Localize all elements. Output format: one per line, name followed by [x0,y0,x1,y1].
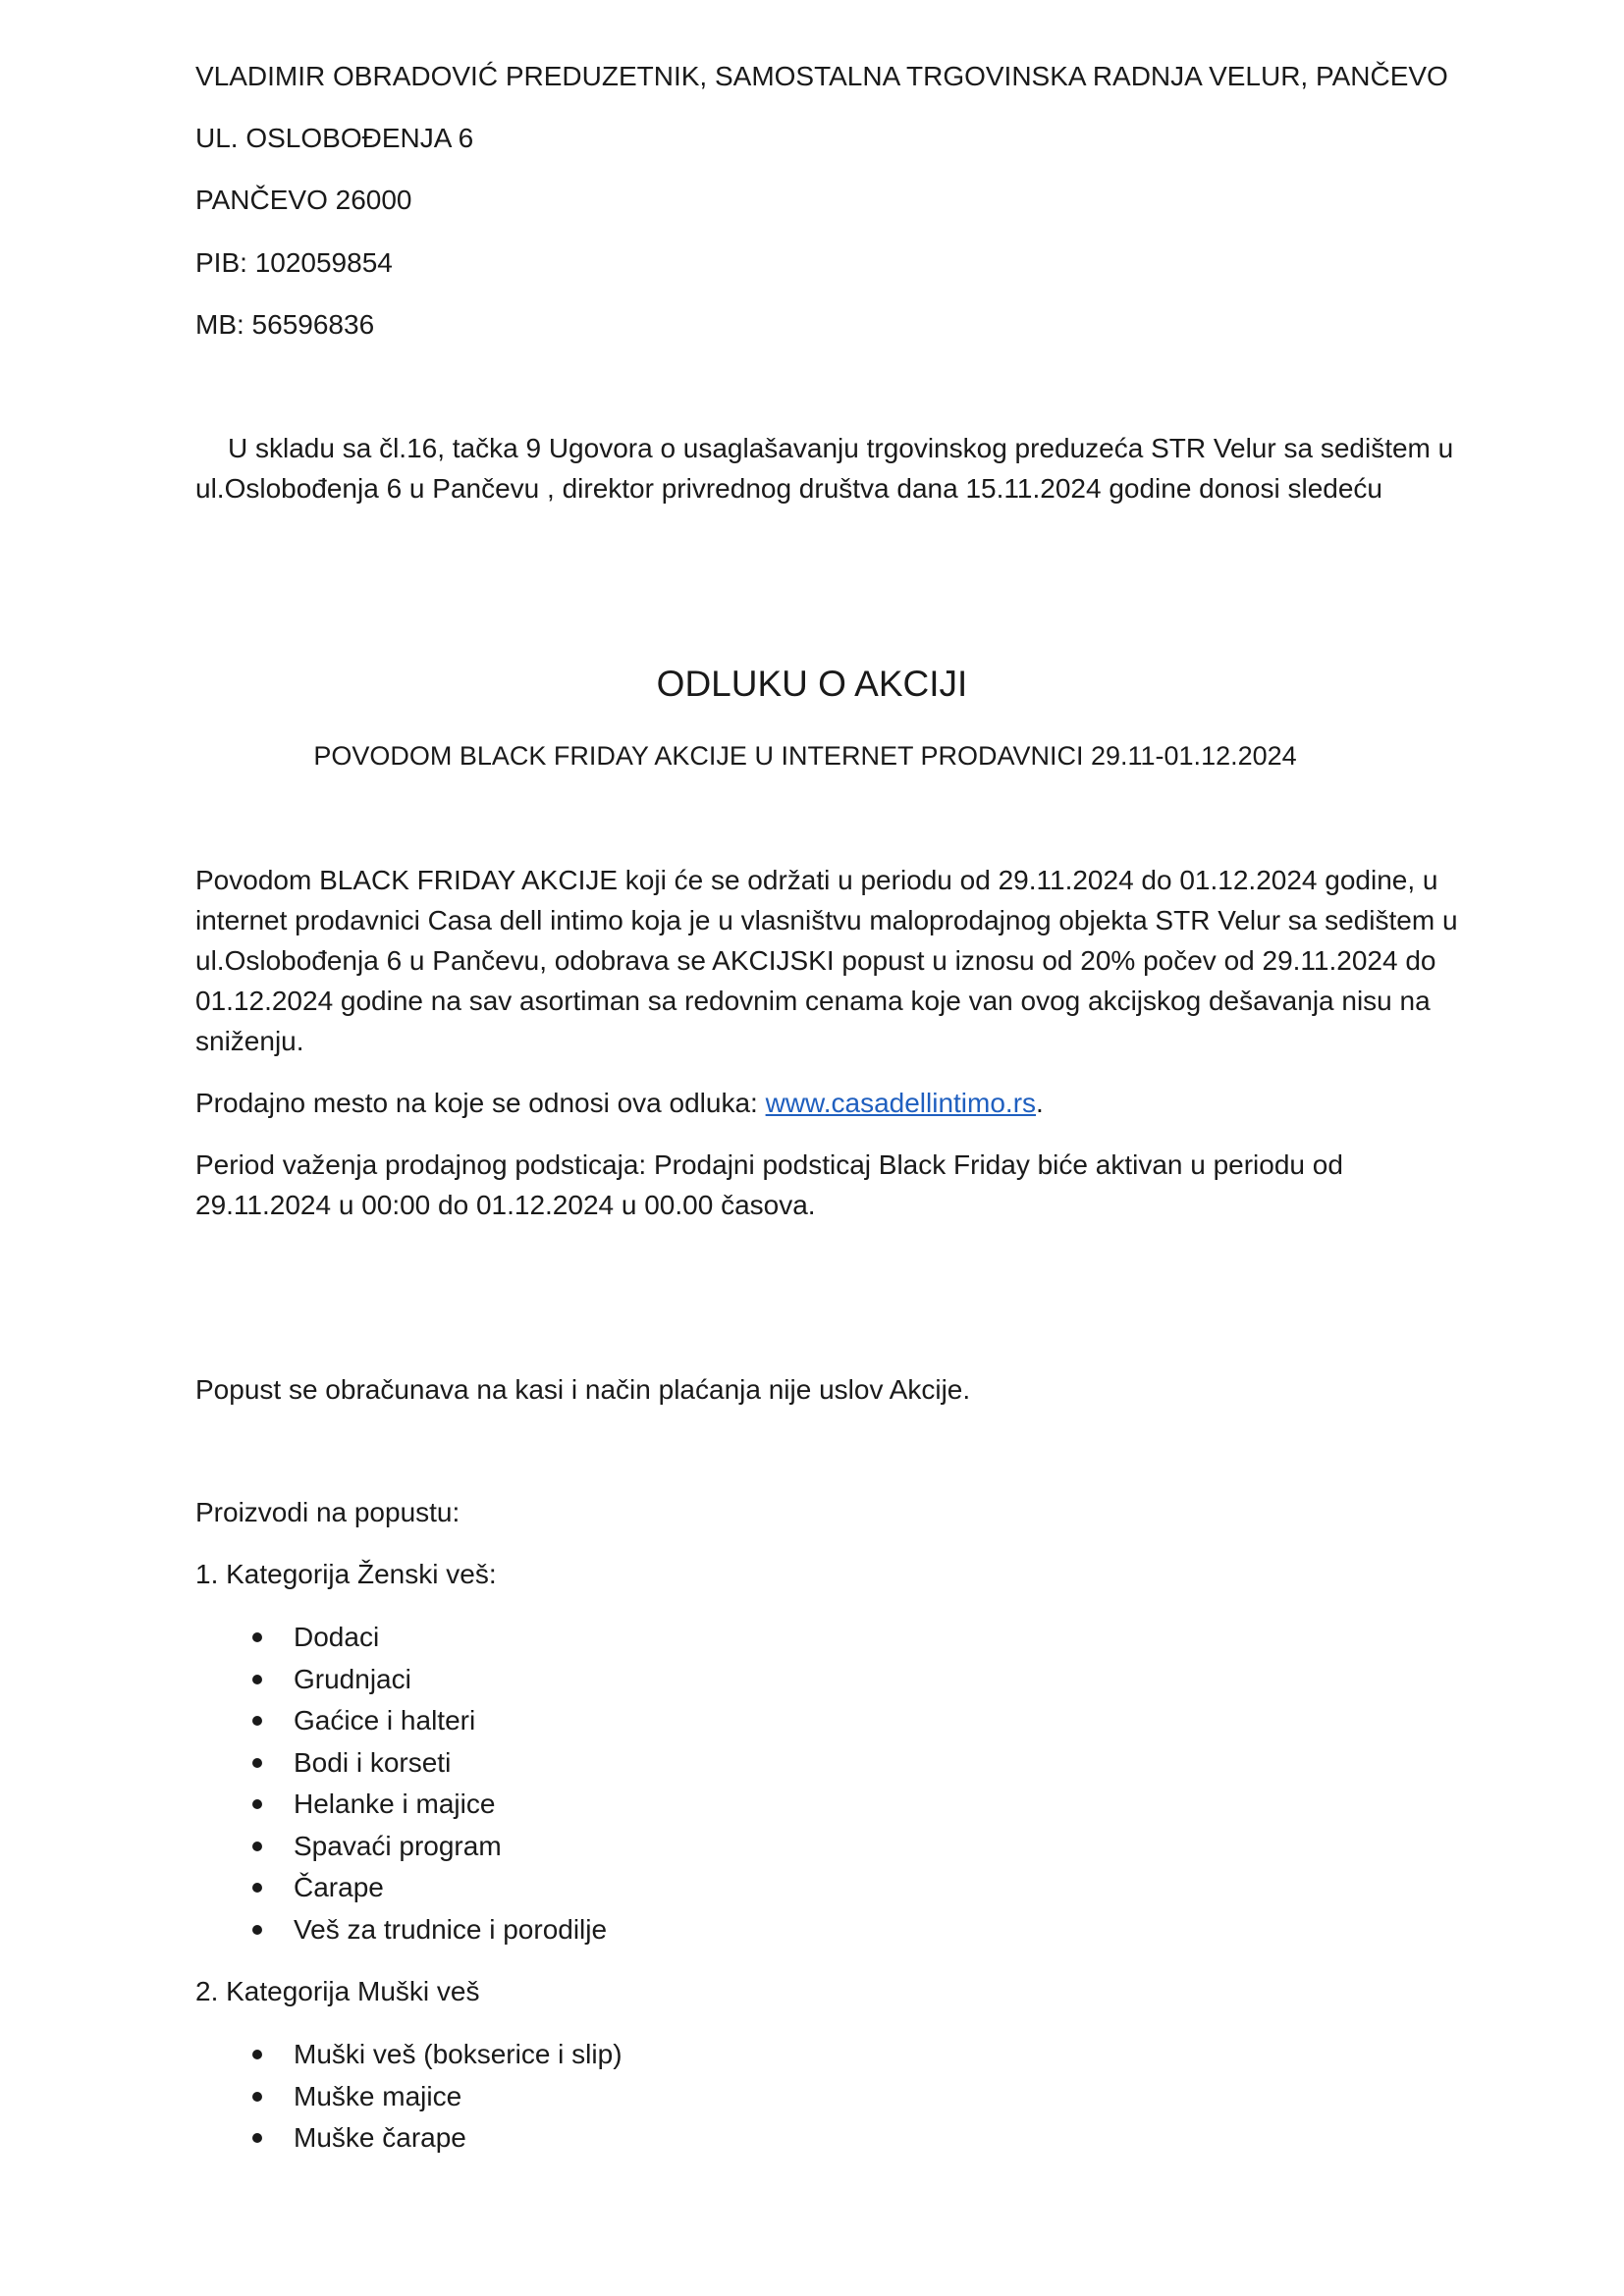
company-street: UL. OSLOBOĐENJA 6 [195,123,474,153]
list-item [195,1784,607,1826]
list-item [195,1659,607,1701]
website-link[interactable]: www.casadellintimo.rs [765,1088,1037,1118]
products-heading: Proizvodi na popustu: [195,1497,460,1527]
bullet-icon [252,1799,262,1809]
bullet-icon [252,2050,262,2059]
list-item-label: Čarape [294,1872,384,1902]
list-item-label: Muški veš (bokserice i slip) [294,2039,623,2069]
company-name: VLADIMIR OBRADOVIĆ PREDUZETNIK, SAMOSTALNA TRGOVINSKA RADNJA VELUR, PANČEVO [195,61,1448,91]
list-item-label: Muške čarape [294,2122,466,2153]
company-pib: PIB: 102059854 [195,247,393,278]
decision-paragraph: Povodom BLACK FRIDAY AKCIJE koji će se održati u periodu od 29.11.2024 do 01.12.2024 godine, u internet prodavnici Casa dell intimo koja je u vlasništvu maloprodajnog objekta STR Velur sa sedištem u ul.Oslobođenja 6 u Pančevu, odobrava se AKCIJSKI popust u iznosu od 20% počev od 29.11.2024 do 01.12.2024 godine na sav asortiman sa redovnim cenama koje van ovog akcijskog dešavanja nisu na sniženju. [195,865,1458,1056]
list-item-label: Veš za trudnice i porodilje [294,1913,608,1945]
list-item-label: Grudnjaci [294,1663,411,1694]
bullet-icon [252,1883,262,1893]
bullet-icon [252,1632,262,1642]
category-list-women [195,1617,607,1950]
list-item-label: Gaćice i halteri [294,1705,476,1735]
list-item [195,1826,607,1868]
bullet-icon [252,2092,262,2102]
company-city: PANČEVO 26000 [195,185,412,215]
company-mb: MB: 56596836 [195,309,375,340]
list-item [195,2034,623,2076]
bullet-icon [252,1758,262,1768]
list-item-label: Muške majice [294,2080,462,2111]
payment-note: Popust se obračunava na kasi i način plaćanja nije uslov Akcije. [195,1374,971,1405]
list-item-label: Bodi i korseti [294,1746,452,1778]
list-item [195,2117,623,2160]
list-item [195,2076,623,2118]
bullet-icon [252,1716,262,1726]
list-item [195,1867,607,1909]
category-heading-men: 2. Kategorija Muški veš [195,1976,480,2006]
bullet-icon [252,1842,262,1851]
validity-period-paragraph: Period važenja prodajnog podsticaja: Prodajni podsticaj Black Friday biće aktivan u periodu od 29.11.2024 u 00:00 do 01.12.2024 u 00.00 časova. [195,1149,1343,1220]
sales-place-paragraph [195,1083,1462,1123]
bullet-icon [252,1675,262,1684]
document-subtitle: POVODOM BLACK FRIDAY AKCIJE U INTERNET PRODAVNICI 29.11-01.12.2024 [313,741,1297,771]
sales-place-end: . [1036,1088,1044,1118]
list-item [195,1909,607,1951]
list-item [195,1742,607,1785]
list-item [195,1617,607,1659]
list-item-label: Helanke i majice [294,1789,496,1819]
intro-paragraph: U skladu sa čl.16, tačka 9 Ugovora o usaglašavanju trgovinskog preduzeća STR Velur sa sedištem u ul.Oslobođenja 6 u Pančevu , direktor privrednog društva dana 15.11.2024 godine donosi sledeću [195,433,1454,504]
list-item-label: Spavaći program [294,1830,502,1861]
list-item [195,1700,607,1742]
category-list-men [195,2034,623,2160]
sales-place-label: Prodajno mesto na koje se odnosi ova odluka: [195,1088,766,1118]
list-item-label: Dodaci [294,1622,380,1652]
category-heading-women: 1. Kategorija Ženski veš: [195,1559,497,1589]
bullet-icon [252,1925,262,1935]
document-title: ODLUKU O AKCIJI [656,664,968,704]
bullet-icon [252,2133,262,2143]
